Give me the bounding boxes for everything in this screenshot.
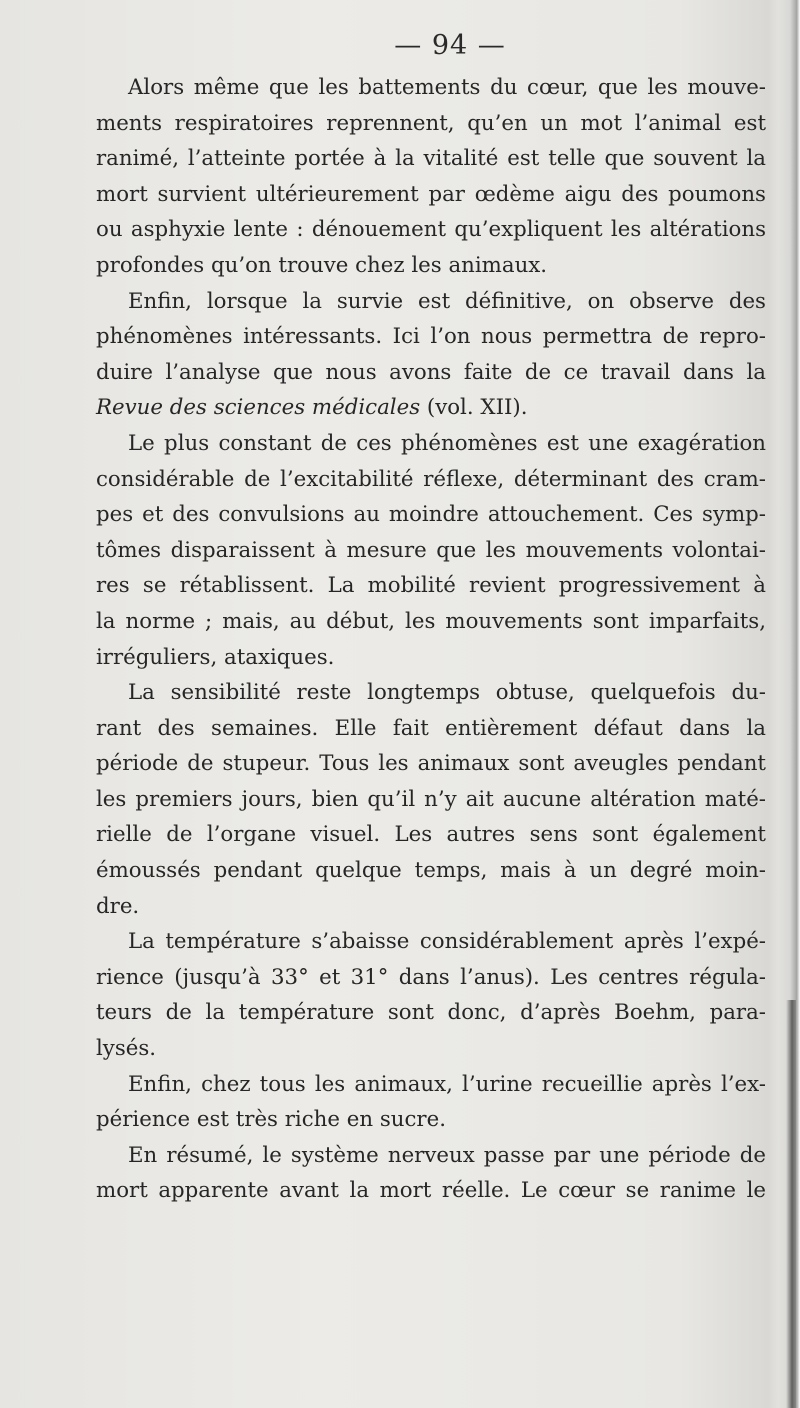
body-text	[96, 70, 766, 1209]
text-line: Alors même que les battements du cœur, que les mouve-	[128, 75, 766, 100]
text-line: mort apparente avant la mort réelle. Le cœur se ranime le	[96, 1178, 766, 1204]
text-line: Enfin, chez tous les animaux, l’urine recueillie après l’ex-	[128, 1071, 766, 1097]
text-line: Le plus constant de ces phénomènes est une exagération	[128, 430, 766, 456]
text-line: rience (jusqu’à 33° et 31° dans l’anus). Les centres régula-	[96, 964, 766, 990]
text-line	[96, 390, 766, 426]
text-line: En résumé, le système nerveux passe par une période de	[128, 1142, 766, 1168]
text-line: La sensibilité reste longtemps obtuse, quelquefois du-	[128, 680, 766, 706]
journal-title: Revue des sciences médicales	[96, 395, 421, 421]
text-line: dre.	[96, 893, 140, 919]
text-line: rielle de l’organe visuel. Les autres sens sont également	[96, 822, 766, 848]
text-line: ments respiratoires reprennent, qu’en un mot l’animal est	[96, 110, 766, 136]
text-line: pes et des convulsions au moindre attouchement. Ces symp-	[96, 502, 766, 528]
text-line: teurs de la température sont donc, d’après Boehm, para-	[96, 1000, 766, 1026]
text-line: lysés.	[96, 1036, 157, 1062]
page-edge-dark	[786, 1000, 796, 1408]
page-number: — 94 —	[394, 30, 506, 61]
text-line: Enfin, lorsque la survie est définitive, on observe des	[128, 288, 766, 314]
text-line: ou asphyxie lente : dénouement qu’expliquent les altérations	[96, 217, 766, 243]
text-line: période de stupeur. Tous les animaux sont aveugles pendant	[96, 751, 766, 777]
text-line: irréguliers, ataxiques.	[96, 644, 335, 670]
text-line: émoussés pendant quelque temps, mais à un degré moin-	[96, 858, 766, 884]
text-line: périence est très riche en sucre.	[96, 1107, 446, 1133]
text-line: duire l’analyse que nous avons faite de ce travail dans la	[96, 359, 766, 385]
text-line: considérable de l’excitabilité réflexe, déterminant des cram-	[96, 466, 766, 492]
text-line: les premiers jours, bien qu’il n’y ait aucune altération maté-	[96, 786, 766, 812]
text-line: ranimé, l’atteinte portée à la vitalité est telle que souvent la	[96, 146, 766, 172]
text-line: mort survient ultérieurement par œdème aigu des poumons	[96, 181, 766, 207]
text-fragment: (vol. XII).	[420, 395, 528, 421]
text-line: rant des semaines. Elle fait entièrement défaut dans la	[96, 715, 766, 741]
text-line: profondes qu’on trouve chez les animaux.	[96, 252, 548, 278]
text-line: tômes disparaissent à mesure que les mouvements volontai-	[96, 537, 766, 563]
text-line: La température s’abaisse considérablement après l’expé-	[128, 929, 766, 955]
text-line: res se rétablissent. La mobilité revient progressivement à	[96, 573, 766, 599]
text-line: la norme ; mais, au début, les mouvements sont imparfaits,	[96, 608, 766, 634]
text-line: phénomènes intéressants. Ici l’on nous permettra de repro-	[96, 324, 766, 350]
